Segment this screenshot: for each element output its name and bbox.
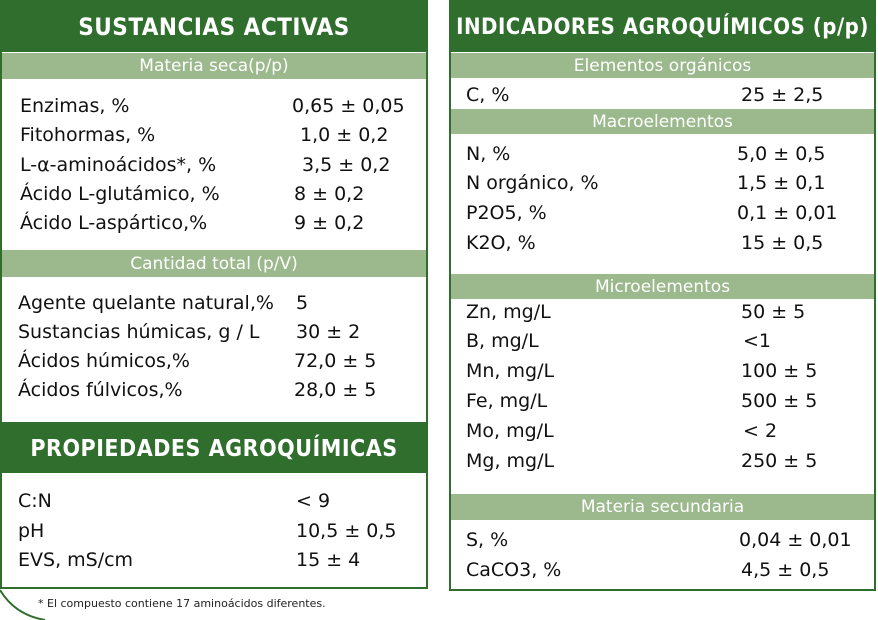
row-name: K2O, % [466,232,536,254]
table-row [2,516,426,546]
row-name: Mn, mg/L [466,360,555,382]
table-row [451,555,874,585]
agrochemical-properties-panel [0,423,428,589]
table-row [451,80,874,110]
row-value: 8 ± 0,2 [294,183,365,205]
macroelements-subheader: Macroelementos [451,108,874,135]
row-value: < 2 [743,420,778,442]
active-substances-title: SUSTANCIAS ACTIVAS [2,2,426,52]
row-value: 15 ± 0,5 [741,232,824,254]
row-value: 1,0 ± 0,2 [300,124,389,146]
row-name: S, % [466,529,509,551]
decorative-curve [0,560,60,620]
row-name: Ácidos fúlvicos,% [18,379,183,401]
row-name: Enzimas, % [20,95,130,117]
row-name: Ácido L-glutámico, % [20,183,220,205]
table-row [2,346,426,376]
row-name: Ácido L-aspártico,% [20,212,208,234]
row-value: 72,0 ± 5 [294,350,377,372]
footnote: * El compuesto contiene 17 aminoácidos diferentes. [38,597,326,610]
row-name: EVS, mS/cm [18,549,134,571]
row-name: Fe, mg/L [466,390,548,412]
table-row [2,208,426,238]
row-name: Agente quelante natural,% [18,292,274,314]
row-value: 28,0 ± 5 [294,379,377,401]
table-row [2,486,426,516]
table-row [451,416,874,446]
row-name: L-α-aminoácidos*, % [20,154,217,176]
row-name: P2O5, % [466,202,547,224]
table-row [451,228,874,258]
row-value: 0,04 ± 0,01 [739,529,852,551]
table-row [451,168,874,198]
row-value: <1 [743,330,772,352]
row-name: CaCO3, % [466,559,562,581]
row-value: 0,65 ± 0,05 [292,95,405,117]
row-name: Mg, mg/L [466,450,555,472]
table-row [451,297,874,327]
row-value: 100 ± 5 [741,360,818,382]
row-name: C:N [18,490,52,512]
row-name: pH [18,520,45,542]
row-name: Zn, mg/L [466,301,551,323]
row-value: 9 ± 0,2 [294,212,365,234]
row-value: 25 ± 2,5 [741,84,824,106]
row-value: 500 ± 5 [741,390,818,412]
row-value: 1,5 ± 0,1 [737,172,826,194]
secondary-matter-subheader: Materia secundaria [451,493,874,521]
row-value: 15 ± 4 [296,549,361,571]
row-name: Mo, mg/L [466,420,554,442]
table-row [451,525,874,555]
total-amount-subheader: Cantidad total (p/V) [2,249,426,278]
row-name: N orgánico, % [466,172,599,194]
table-row [451,446,874,476]
table-row [451,326,874,356]
table-row [451,356,874,386]
table-row [451,198,874,228]
row-value: 5,0 ± 0,5 [737,143,826,165]
row-value: 5 [296,292,309,314]
row-value: 4,5 ± 0,5 [741,559,830,581]
agrochemical-properties-title: PROPIEDADES AGROQUÍMICAS [2,425,426,473]
table-row [451,139,874,169]
row-value: 3,5 ± 0,2 [302,154,391,176]
row-value: 250 ± 5 [741,450,818,472]
row-name: Fitohormas, % [20,124,156,146]
row-value: 50 ± 5 [741,301,806,323]
table-row [2,375,426,405]
table-row [2,545,426,575]
table-row [2,150,426,180]
row-value: 0,1 ± 0,01 [737,202,838,224]
table-row [2,91,426,121]
row-name: Ácidos húmicos,% [18,350,190,372]
table-row [2,317,426,347]
table-row [2,179,426,209]
active-substances-panel [0,0,428,424]
dry-matter-subheader: Materia seca(p/p) [2,52,426,80]
agrochemical-indicators-title: INDICADORES AGROQUÍMICOS (p/p) [451,2,874,52]
table-row [451,386,874,416]
row-value: 10,5 ± 0,5 [296,520,397,542]
row-name: Sustancias húmicas, g / L [18,321,260,343]
row-name: C, % [466,84,510,106]
row-name: B, mg/L [466,330,539,352]
row-value: < 9 [296,490,331,512]
organic-elements-subheader: Elementos orgánicos [451,52,874,79]
agrochemical-indicators-panel [449,0,876,591]
row-value: 30 ± 2 [296,321,361,343]
table-row [2,120,426,150]
row-name: N, % [466,143,511,165]
microelements-subheader: Microelementos [451,273,874,300]
table-row [2,288,426,318]
